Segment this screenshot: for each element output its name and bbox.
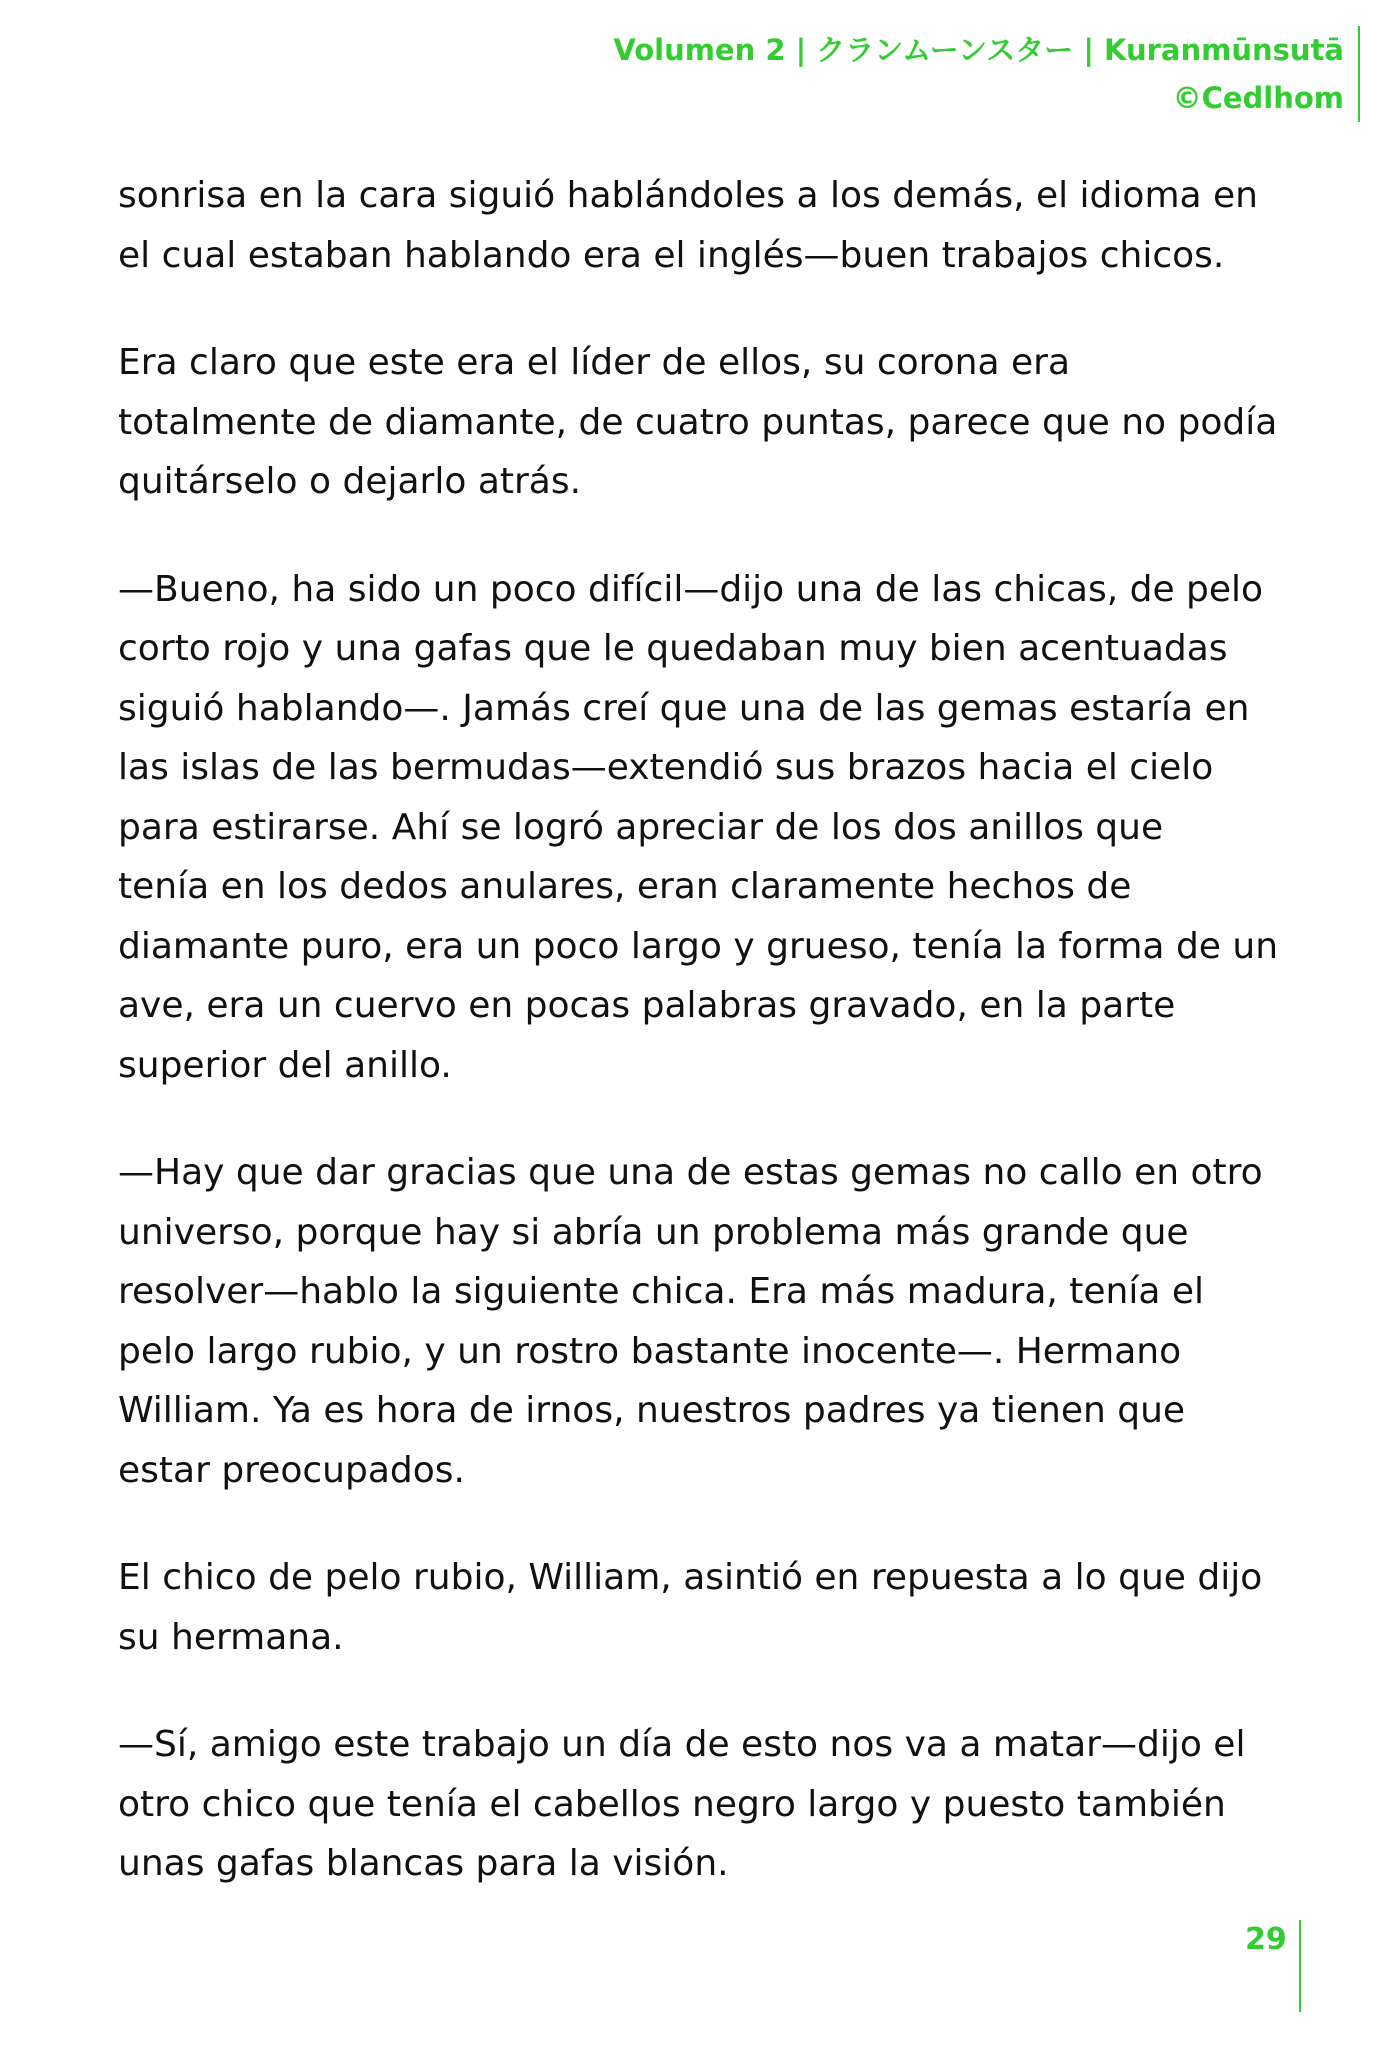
text-line: su hermana. [118,1616,344,1658]
text-line: —Sí, amigo este trabajo un día de esto nos va a matar—dijo el [118,1724,1246,1765]
text-line: quitárselo o dejarlo atrás. [118,461,582,502]
text-line: Era claro que este era el líder de ellos, su corona era [118,342,1071,383]
text-line: resolver—hablo la siguiente chica. Era más madura, tenía el [118,1271,1205,1312]
text-line: corto rojo y una gafas que le quedaban muy bien acentuadas [118,628,1228,669]
paragraph-5 [118,1548,1298,1667]
text-line: —Bueno, ha sido un poco difícil—dijo una de las chicas, de pelo [118,568,1264,610]
text-line: universo, porque hay si abría un problema más grande que [118,1211,1189,1253]
text-line: William. Ya es hora de irnos, nuestros padres ya tienen que [118,1390,1186,1431]
text-line: El chico de pelo rubio, William, asintió en repuesta a lo que dijo [118,1557,1263,1598]
text-line: sonrisa en la cara siguió hablándoles a los demás, el idioma en [118,175,1258,216]
text-line: estar preocupados. [118,1449,465,1491]
text-line: las islas de las bermudas—extendió sus brazos hacia el cielo [118,747,1214,788]
paragraph-3 [118,560,1298,1096]
header-title: Volumen 2 | クランムーンスター | Kuranmūnsutā [613,33,1344,67]
paragraph-2 [118,333,1298,512]
paragraph-1 [118,166,1298,285]
text-line: otro chico que tenía el cabellos negro largo y puesto también [118,1783,1226,1825]
header-copyright: ©Cedlhom [1172,81,1344,115]
text-line: totalmente de diamante, de cuatro puntas, parece que no podía [118,401,1278,443]
paragraph-4 [118,1143,1298,1500]
text-line: ave, era un cuervo en pocas palabras gravado, en la parte [118,985,1176,1026]
running-header [613,26,1368,122]
text-line: pelo largo rubio, y un rostro bastante inocente—. Hermano [118,1330,1182,1372]
text-line: el cual estaban hablando era el inglés—buen trabajos chicos. [118,234,1225,276]
text-line: superior del anillo. [118,1044,452,1086]
text-line: tenía en los dedos anulares, eran claramente hechos de [118,866,1132,907]
header-divider [1358,26,1360,122]
paragraph-6 [118,1715,1298,1894]
footer-divider [1299,1920,1301,2012]
text-line: —Hay que dar gracias que una de estas gemas no callo en otro [118,1152,1263,1193]
text-line: unas gafas blancas para la visión. [118,1843,729,1884]
text-line: diamante puro, era un poco largo y grueso, tenía la forma de un [118,925,1279,967]
text-line: siguió hablando—. Jamás creí que una de las gemas estaría en [118,687,1250,729]
page-body [118,166,1298,1942]
page-number: 29 [1245,1922,1287,1957]
text-line: para estirarse. Ahí se logró apreciar de los dos anillos que [118,806,1164,848]
